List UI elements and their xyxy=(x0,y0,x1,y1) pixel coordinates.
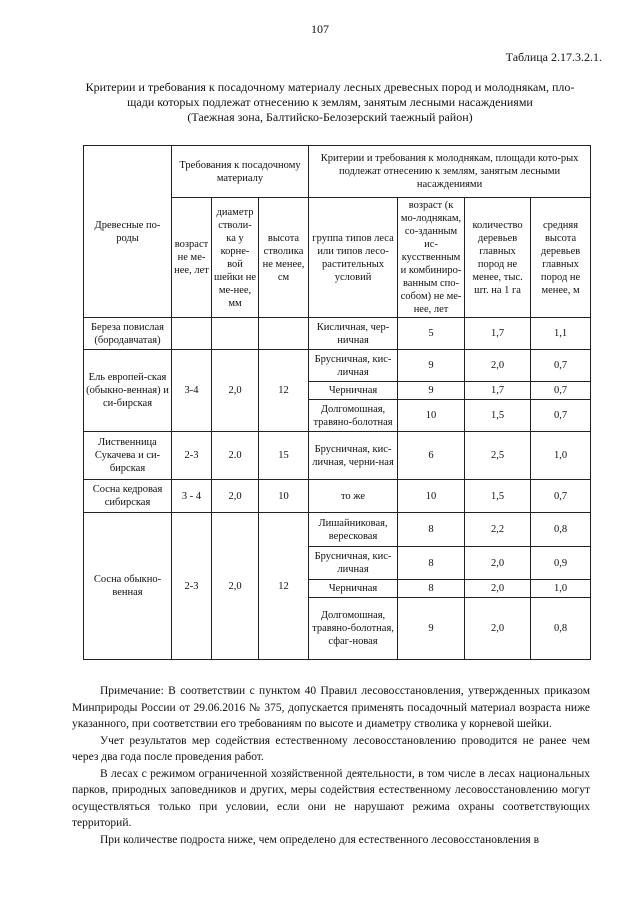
cell-species: Лиственница Сукачева и си-бирская xyxy=(84,432,172,480)
cell-count: 2,5 xyxy=(465,432,531,480)
cell-height: 10 xyxy=(259,480,309,513)
header-young-age: возраст (к мо-лоднякам, со-зданным ис-кусственным и комбиниро-ванным спо-собом) не ме-нее, лет xyxy=(398,198,465,318)
cell-count: 2,0 xyxy=(465,547,531,580)
cell-diameter: 2,0 xyxy=(212,350,259,432)
cell-forest-type: Черничная xyxy=(309,382,398,400)
cell-forest-type: Долгомошная, травяно-болотная xyxy=(309,400,398,432)
header-planting: Требования к посадочному материалу xyxy=(172,146,309,198)
cell-avg-height: 1,0 xyxy=(531,580,591,598)
header-species: Древесные по-роды xyxy=(84,146,172,318)
cell-avg-height: 0,7 xyxy=(531,382,591,400)
header-height: высота стволика не менее, см xyxy=(259,198,309,318)
header-avg-height: средняя высота деревьев главных пород не менее, м xyxy=(531,198,591,318)
cell-count: 2,0 xyxy=(465,350,531,382)
cell-count: 2,0 xyxy=(465,598,531,660)
cell-height xyxy=(259,318,309,350)
table-id: Таблица 2.17.3.2.1. xyxy=(505,50,602,64)
cell-diameter: 2,0 xyxy=(212,513,259,660)
cell-count: 1,7 xyxy=(465,318,531,350)
cell-young-age: 8 xyxy=(398,547,465,580)
cell-young-age: 9 xyxy=(398,382,465,400)
note-paragraph: В лесах с режимом ограниченной хозяйственной деятельности, в том числе в лесах национальных парков, природных заповедников и других, меры содействия естественному лесовосстановлению могут осуществляться только при условии, если они не нарушают режима охраны соответствующих территорий. xyxy=(72,767,590,829)
table-row xyxy=(84,513,591,547)
cell-forest-type: Долгомошная, травяно-болотная, сфаг-новая xyxy=(309,598,398,660)
cell-young-age: 5 xyxy=(398,318,465,350)
cell-avg-height: 0,9 xyxy=(531,547,591,580)
cell-young-age: 8 xyxy=(398,580,465,598)
cell-forest-type: Лишайниковая, вересковая xyxy=(309,513,398,547)
header-forest-type: группа типов леса или типов лесо-растительных условий xyxy=(309,198,398,318)
cell-forest-type: Брусничная, кис-личная xyxy=(309,350,398,382)
cell-forest-type: Черничная xyxy=(309,580,398,598)
cell-species: Ель европей-ская (обыкно-венная) и си-бирская xyxy=(84,350,172,432)
table-row xyxy=(84,480,591,513)
cell-avg-height: 0,8 xyxy=(531,598,591,660)
note-paragraph: Примечание: В соответствии с пунктом 40 Правил лесовосстановления, утвержденных приказом Минприроды России от 29.06.2016 № 375, допускается применять посадочный материал возраста ниже указанного, при соответствии его требованиям по высоте и диаметру стволика у корневой шейки. xyxy=(72,685,590,730)
cell-avg-height: 0,8 xyxy=(531,513,591,547)
note-paragraph: Учет результатов мер содействия естественному лесовосстановлению проводится не ранее чем через два года после проведения работ. xyxy=(72,734,590,763)
cell-count: 2,0 xyxy=(465,580,531,598)
header-count: количество деревьев главных пород не менее, тыс. шт. на 1 га xyxy=(465,198,531,318)
table-row xyxy=(84,350,591,382)
cell-height: 15 xyxy=(259,432,309,480)
criteria-table xyxy=(83,145,591,660)
cell-avg-height: 0,7 xyxy=(531,480,591,513)
cell-young-age: 6 xyxy=(398,432,465,480)
header-diameter: диаметр стволи-ка у корне-вой шейки не ме-нее, мм xyxy=(212,198,259,318)
cell-young-age: 9 xyxy=(398,598,465,660)
table-row xyxy=(84,318,591,350)
caption-line: щади которых подлежат отнесению к землям, занятым лесными насаждениями xyxy=(127,95,533,109)
caption-line: (Таежная зона, Балтийско-Белозерский таежный район) xyxy=(187,110,473,124)
cell-forest-type: Кисличная, чер-ничная xyxy=(309,318,398,350)
cell-species: Сосна кедровая сибирская xyxy=(84,480,172,513)
cell-forest-type: Брусничная, кис-личная, черни-ная xyxy=(309,432,398,480)
cell-species: Береза повислая (бородавчатая) xyxy=(84,318,172,350)
cell-avg-height: 0,7 xyxy=(531,350,591,382)
cell-young-age: 10 xyxy=(398,400,465,432)
cell-height: 12 xyxy=(259,513,309,660)
cell-age xyxy=(172,318,212,350)
cell-young-age: 9 xyxy=(398,350,465,382)
cell-young-age: 8 xyxy=(398,513,465,547)
header-young: Критерии и требования к молоднякам, площади кото-рых подлежат отнесению к землям, занятым лесными насаждениями xyxy=(309,146,591,198)
cell-age: 2-3 xyxy=(172,432,212,480)
cell-avg-height: 1,0 xyxy=(531,432,591,480)
cell-diameter: 2,0 xyxy=(212,480,259,513)
notes-section xyxy=(72,683,590,848)
header-age-min: возраст не ме-нее, лет xyxy=(172,198,212,318)
note-paragraph: При количестве подроста ниже, чем определено для естественного лесовосстановления в xyxy=(100,833,540,846)
cell-avg-height: 0,7 xyxy=(531,400,591,432)
cell-height: 12 xyxy=(259,350,309,432)
cell-age: 3-4 xyxy=(172,350,212,432)
cell-forest-type: то же xyxy=(309,480,398,513)
cell-age: 3 - 4 xyxy=(172,480,212,513)
cell-diameter xyxy=(212,318,259,350)
cell-count: 1,5 xyxy=(465,480,531,513)
cell-young-age: 10 xyxy=(398,480,465,513)
cell-count: 2,2 xyxy=(465,513,531,547)
cell-age: 2-3 xyxy=(172,513,212,660)
page-number: 107 xyxy=(311,22,329,36)
cell-forest-type: Брусничная, кис-личная xyxy=(309,547,398,580)
table-caption xyxy=(70,80,590,125)
table-row xyxy=(84,432,591,480)
cell-count: 1,7 xyxy=(465,382,531,400)
cell-count: 1,5 xyxy=(465,400,531,432)
caption-line: Критерии и требования к посадочному материалу лесных древесных пород и молоднякам, пло- xyxy=(85,80,575,94)
cell-species: Сосна обыкно-венная xyxy=(84,513,172,660)
cell-avg-height: 1,1 xyxy=(531,318,591,350)
cell-diameter: 2.0 xyxy=(212,432,259,480)
